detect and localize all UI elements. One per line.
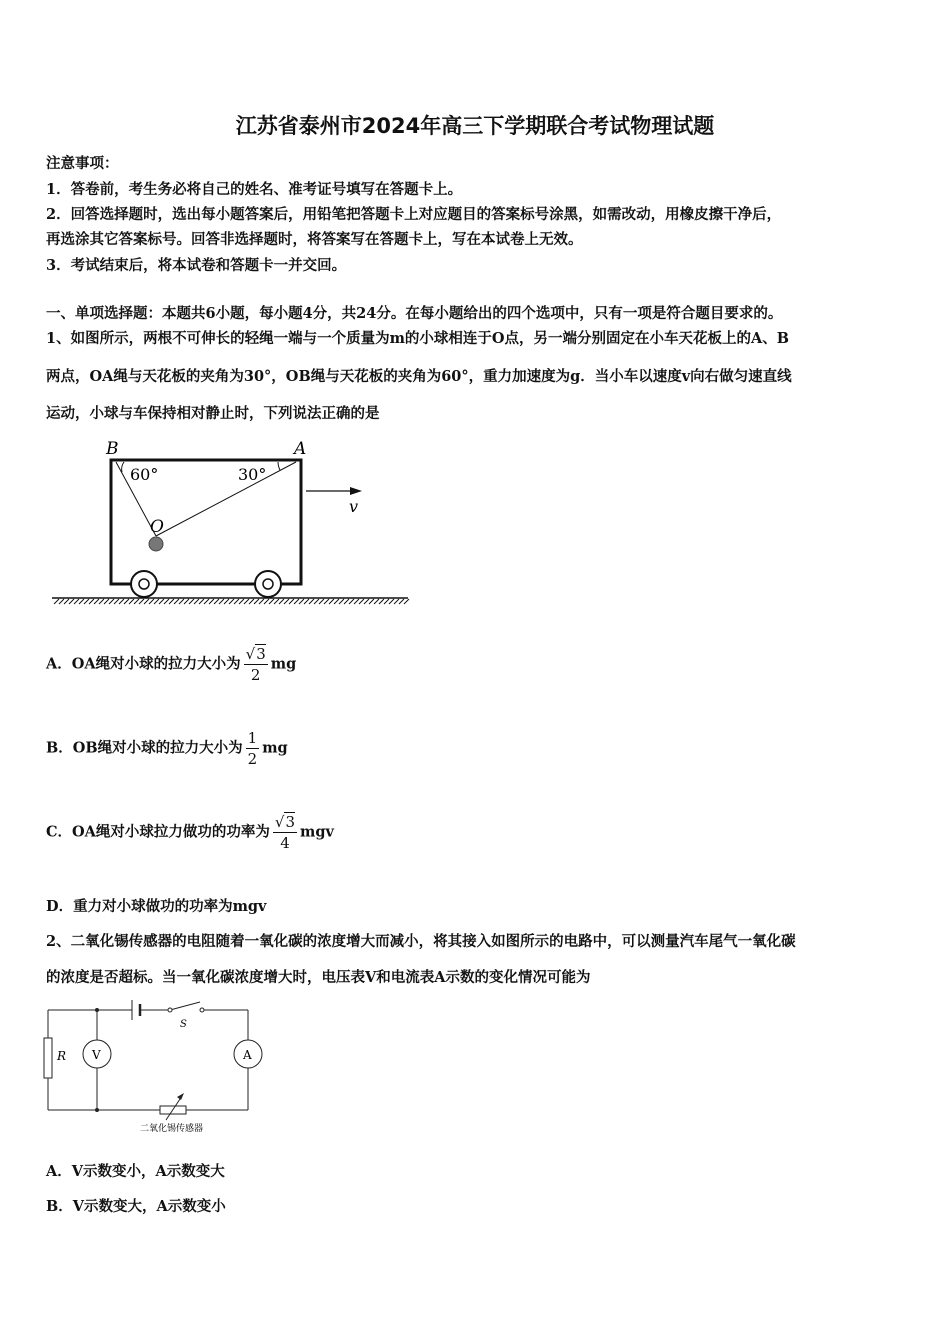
question-2-text: 2、二氧化锡传感器的电阻随着一氧化碳的浓度增大而减小，将其接入如图所示的电路中，可以测量汽车尾气一氧化碳 — [46, 933, 796, 950]
question-2-text: 的浓度是否超标。当一氧化碳浓度增大时，电压表V和电流表A示数的变化情况可能为 — [46, 969, 591, 986]
angle-arc-b — [122, 462, 124, 472]
cart-figure — [46, 436, 416, 611]
option-b: B．OB绳对小球的拉力大小为 $\frac{1}{2}$ mg — [46, 729, 288, 768]
label-v: V — [92, 1048, 101, 1062]
label-o: O — [150, 517, 164, 537]
switch-blade — [170, 1002, 200, 1010]
question-1-text: 1、如图所示，两根不可伸长的轻绳一端与一个质量为m的小球相连于O点，另一端分别固定在小车天花板上的A、B — [46, 330, 790, 347]
option-c: C．OA绳对小球拉力做功的功率为 $\frac{√3}{4}$ mgv — [46, 813, 334, 852]
notice-item: 2．回答选择题时，选出每小题答案后，用铅笔把答题卡上对应题目的答案标号涂黑，如需改动，用橡皮擦干净后， — [46, 206, 782, 223]
q2-option-b: B．V示数变大，A示数变小 — [46, 1198, 226, 1215]
sensor-label: 二氧化锡传感器 — [140, 1124, 204, 1134]
notice-item: 1．答卷前，考生务必将自己的姓名、准考证号填写在答题卡上。 — [46, 181, 463, 198]
switch-contact — [200, 1008, 204, 1012]
label-a: A — [294, 439, 307, 459]
option-d: D．重力对小球做功的功率为mgv — [46, 898, 267, 915]
section-heading: 一、单项选择题：本题共6小题，每小题4分，共24分。在每小题给出的四个选项中，只有一项是符合题目要求的。 — [46, 305, 783, 322]
resistor-r — [44, 1038, 52, 1078]
velocity-arrowhead — [350, 487, 362, 495]
notice-item: 3．考试结束后，将本试卷和答题卡一并交回。 — [46, 257, 347, 274]
angle-arc-a — [278, 462, 280, 470]
wheel-left — [131, 571, 157, 597]
label-v: v — [349, 497, 359, 516]
sensor-arrowhead — [177, 1093, 184, 1100]
question-1-text: 运动，小球与车保持相对静止时，下列说法正确的是 — [46, 405, 380, 422]
junction-bottom — [95, 1108, 99, 1112]
label-b: B — [106, 439, 119, 459]
wheel-right — [255, 571, 281, 597]
option-a: A．OA绳对小球的拉力大小为 $\frac{√3}{2}$ mg — [46, 645, 297, 684]
notice-heading: 注意事项： — [46, 155, 119, 172]
angle-label-b: 60° — [130, 465, 159, 484]
ball — [149, 537, 163, 551]
ground-hatching — [54, 599, 409, 604]
notice-item: 再选涂其它答案标号。回答非选择题时，将答案写在答题卡上，写在本试卷上无效。 — [46, 231, 583, 248]
circuit-figure — [40, 996, 275, 1138]
rope-oa — [156, 462, 296, 536]
angle-label-a: 30° — [238, 465, 267, 484]
label-s: S — [180, 1019, 187, 1030]
q2-option-a: A．V示数变小，A示数变大 — [46, 1163, 225, 1180]
label-r: R — [57, 1049, 67, 1063]
junction-top — [95, 1008, 99, 1012]
question-1-text: 两点，OA绳与天花板的夹角为30°，OB绳与天花板的夹角为60°，重力加速度为g．当小车以速度v向右做匀速直线 — [46, 368, 792, 385]
page-title: 江苏省泰州市2024年高三下学期联合考试物理试题 — [235, 114, 715, 138]
label-a: A — [243, 1048, 252, 1062]
switch-pivot — [168, 1008, 172, 1012]
